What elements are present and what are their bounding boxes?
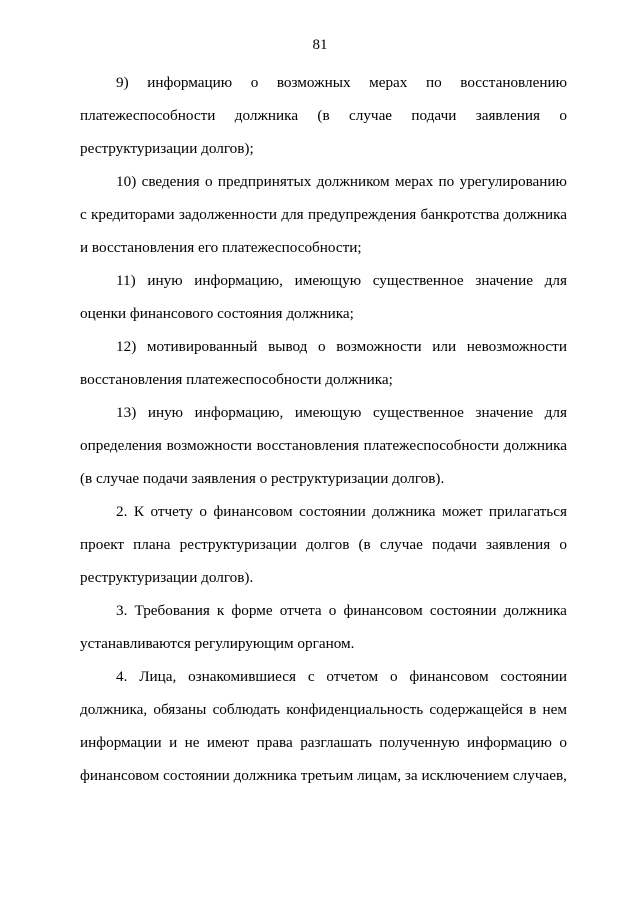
word: 2. — [116, 503, 128, 520]
word: имеющую — [294, 272, 362, 289]
word: должника — [503, 602, 567, 619]
word: реструктуризации — [179, 536, 297, 553]
word: исключением — [421, 767, 510, 784]
word: 13) — [116, 404, 137, 421]
word: 3. — [116, 602, 128, 619]
word: к — [216, 602, 225, 619]
text-line: восстановления платежеспособности должника; — [80, 371, 393, 388]
word: информацию, — [194, 272, 283, 289]
text-line: (в случае подачи заявления о реструктуризации долгов). — [80, 470, 445, 487]
word: Требования — [134, 602, 210, 619]
text-line — [80, 528, 567, 561]
word: случаев, — [512, 767, 567, 784]
word: определения — [80, 437, 162, 454]
word: прилагаться — [488, 503, 567, 520]
word: урегулированию — [459, 173, 567, 190]
word: права — [256, 734, 293, 751]
word: сведения — [141, 173, 200, 190]
text-line — [80, 165, 567, 198]
word: долгов — [306, 536, 350, 553]
word: возможных — [276, 74, 351, 91]
word: проект — [80, 536, 125, 553]
word: подачи — [431, 536, 477, 553]
word: о — [559, 734, 567, 751]
word: лицам, — [357, 767, 402, 784]
word: должника — [503, 437, 567, 454]
word: 9) — [116, 74, 129, 91]
text-line: реструктуризации долгов); — [80, 140, 254, 157]
word: плана — [133, 536, 171, 553]
word: не — [184, 734, 200, 751]
word: Лица, — [139, 668, 177, 685]
text-line — [80, 693, 567, 726]
word: содержащейся — [429, 701, 523, 718]
word: в — [529, 701, 537, 718]
word: для — [544, 404, 567, 421]
word: вывод — [268, 338, 308, 355]
word: о — [318, 338, 326, 355]
word: полученную — [379, 734, 460, 751]
word: имеющую — [294, 404, 362, 421]
text-line — [80, 726, 567, 759]
word: финансовом — [409, 668, 489, 685]
text-line — [80, 99, 567, 132]
word: для — [281, 206, 304, 223]
word: восстановления — [256, 437, 359, 454]
word: состоянии — [163, 767, 230, 784]
word: кредиторами — [91, 206, 175, 223]
word: случае — [349, 107, 393, 124]
word: по — [425, 74, 442, 91]
word: может — [441, 503, 483, 520]
word: иную — [147, 404, 184, 421]
document-body — [80, 66, 567, 792]
word: платежеспособности — [80, 107, 216, 124]
word: 11) — [116, 272, 136, 289]
word: должником — [316, 173, 390, 190]
word: возможности — [336, 338, 422, 355]
word: должника — [503, 206, 567, 223]
word: значение — [475, 404, 534, 421]
word: имеют — [206, 734, 250, 751]
text-line — [80, 198, 567, 231]
word: о — [204, 173, 213, 190]
word: существенное — [372, 272, 464, 289]
word: мерах — [394, 173, 434, 190]
word: банкротства — [420, 206, 500, 223]
word: значение — [475, 272, 533, 289]
word: о — [328, 602, 337, 619]
text-line: и восстановления его платежеспособности; — [80, 239, 362, 256]
word: финансовом — [213, 503, 293, 520]
word: о — [559, 107, 567, 124]
word: состоянии — [429, 602, 497, 619]
word: (в — [317, 107, 330, 124]
text-line — [80, 396, 567, 429]
word: отчетом — [326, 668, 379, 685]
word: мерах — [369, 74, 408, 91]
text-line — [80, 759, 567, 792]
text-line — [80, 495, 567, 528]
word: мотивированный — [146, 338, 258, 355]
word: форме — [231, 602, 273, 619]
word: случае — [379, 536, 423, 553]
word: финансовом — [343, 602, 423, 619]
text-line — [80, 660, 567, 693]
word: 12) — [116, 338, 137, 355]
word: предупреждения — [307, 206, 417, 223]
word: подачи — [411, 107, 457, 124]
text-line: оценки финансового состояния должника; — [80, 305, 354, 322]
word: обязаны — [153, 701, 207, 718]
word: должника — [372, 503, 436, 520]
word: 4. — [116, 668, 128, 685]
word: платежеспособности — [363, 437, 499, 454]
word: должника — [234, 107, 299, 124]
text-line — [80, 429, 567, 462]
text-line: устанавливаются регулирующим органом. — [80, 635, 355, 652]
text-line — [80, 594, 567, 627]
text-line — [80, 66, 567, 99]
word: о — [199, 503, 207, 520]
word: с — [307, 668, 315, 685]
word: предпринятых — [217, 173, 312, 190]
word: информацию, — [194, 404, 284, 421]
word: возможности — [166, 437, 252, 454]
word: о — [389, 668, 398, 685]
word: заявления — [486, 536, 551, 553]
word: и — [169, 734, 178, 751]
page-number: 81 — [312, 37, 328, 53]
word: должника — [233, 767, 297, 784]
word: состоянии — [299, 503, 366, 520]
word: информацию — [147, 74, 233, 91]
word: должника, — [80, 701, 148, 718]
word: задолженности — [178, 206, 278, 223]
word: за — [404, 767, 418, 784]
word: или — [432, 338, 457, 355]
word: состоянии — [500, 668, 567, 685]
word: отчету — [150, 503, 193, 520]
text-line — [80, 330, 567, 363]
word: конфиденциальность — [286, 701, 424, 718]
word: ознакомившиеся — [188, 668, 297, 685]
word: информации — [80, 734, 162, 751]
word: разглашать — [300, 734, 372, 751]
word: о — [250, 74, 259, 91]
text-line — [80, 264, 567, 297]
word: 10) — [116, 173, 137, 190]
word: отчета — [279, 602, 322, 619]
word: иную — [147, 272, 183, 289]
word: К — [133, 503, 144, 520]
word: невозможности — [466, 338, 567, 355]
word: соблюдать — [212, 701, 281, 718]
word: для — [544, 272, 567, 289]
word: с — [80, 206, 87, 223]
word: существенное — [372, 404, 464, 421]
word: нем — [542, 701, 567, 718]
word: восстановлению — [460, 74, 567, 91]
word: (в — [358, 536, 371, 553]
word: третьим — [300, 767, 354, 784]
text-line: реструктуризации долгов). — [80, 569, 254, 586]
word: по — [438, 173, 455, 190]
word: заявления — [475, 107, 540, 124]
word: информацию — [467, 734, 552, 751]
word: о — [559, 536, 567, 553]
word: финансовом — [80, 767, 160, 784]
